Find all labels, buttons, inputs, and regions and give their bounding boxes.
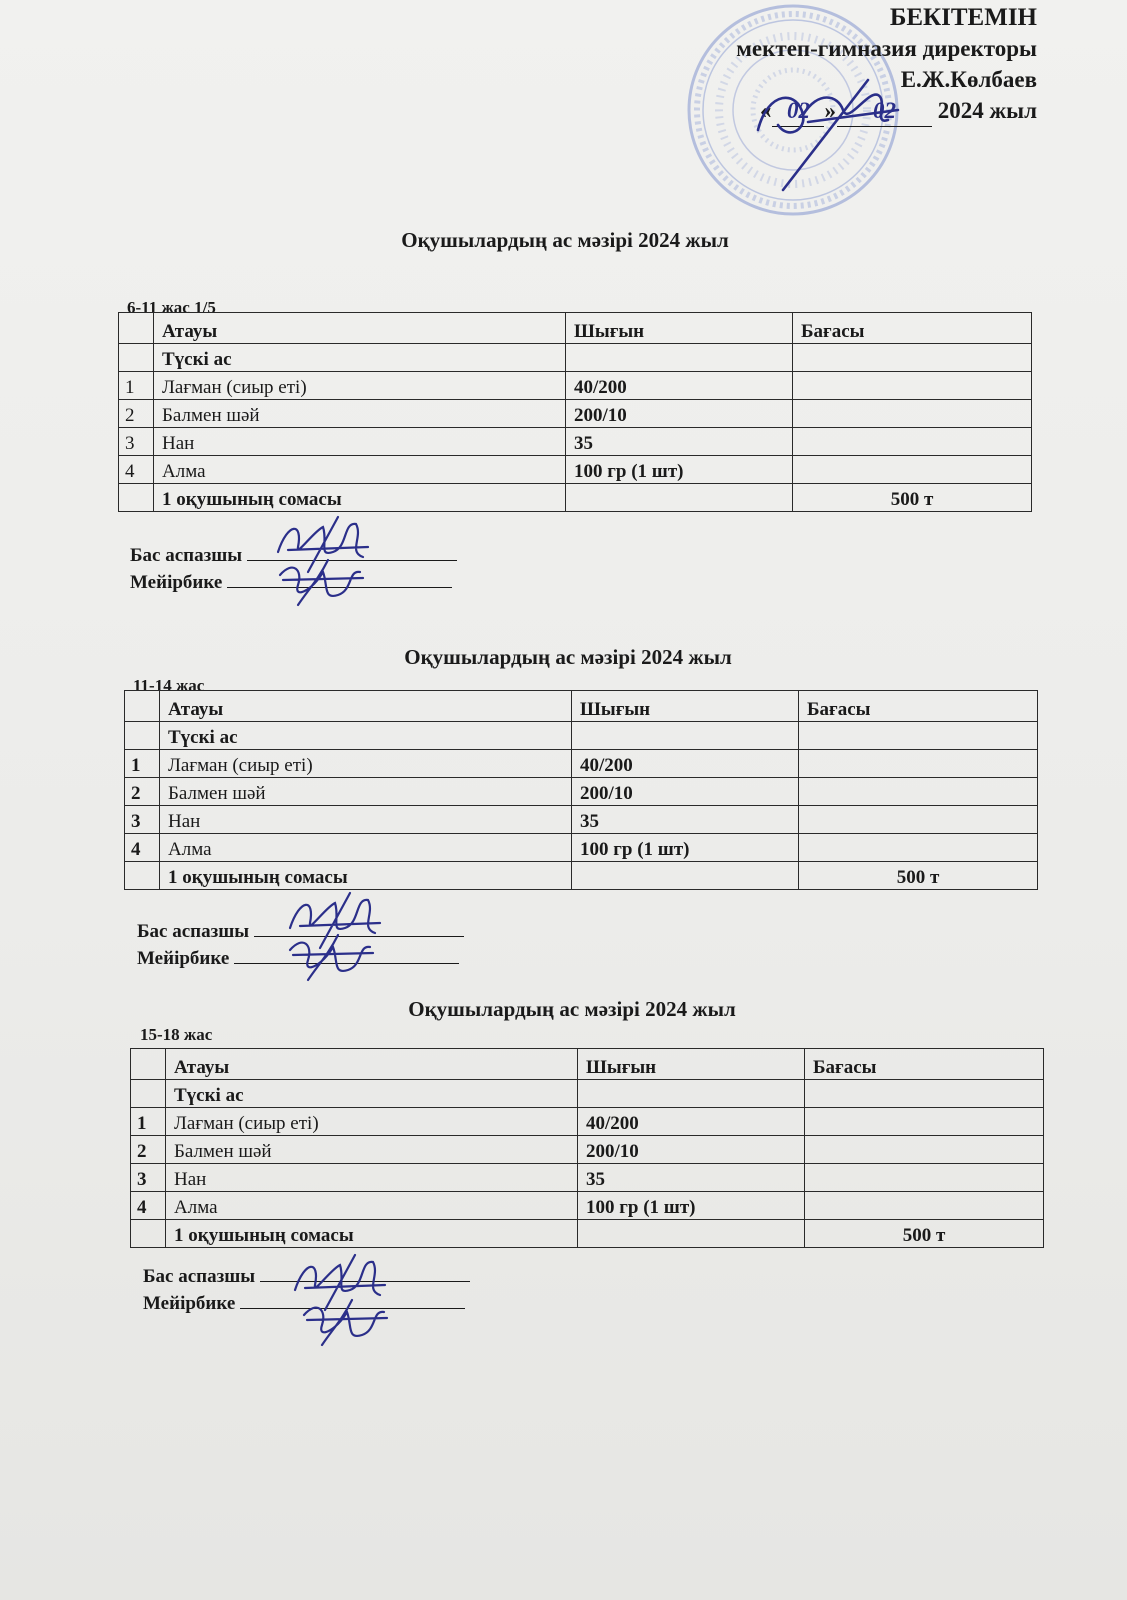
menu-1-age-group: 6-11 жас 1/5 xyxy=(127,298,216,317)
section-label: Түскі ас xyxy=(160,722,572,750)
table-header-row xyxy=(131,1049,1044,1080)
menu-3-age-group: 15-18 жас xyxy=(140,1025,213,1044)
total-label: 1 оқушының сомасы xyxy=(160,862,572,890)
table-total-row xyxy=(119,484,1032,512)
table-row: 1 Лағман (сиыр еті) 40/200 xyxy=(131,1108,1044,1136)
total-value: 500 т xyxy=(793,484,1032,512)
col-header-qty: Шығын xyxy=(566,313,793,344)
col-header-qty: Шығын xyxy=(578,1049,805,1080)
col-header-qty: Шығын xyxy=(572,691,799,722)
total-value: 500 т xyxy=(799,862,1038,890)
col-header-price: Бағасы xyxy=(793,313,1032,344)
col-header-name: Атауы xyxy=(154,313,566,344)
col-header-price: Бағасы xyxy=(805,1049,1044,1080)
nurse-signature xyxy=(268,550,378,620)
chef-label: Бас аспазшы xyxy=(130,545,243,566)
table-section-row xyxy=(119,344,1032,372)
table-row: 2 Балмен шәй 200/10 xyxy=(131,1136,1044,1164)
table-section-row xyxy=(125,722,1038,750)
table-header-row xyxy=(119,313,1032,344)
chef-label: Бас аспазшы xyxy=(143,1266,256,1287)
section-label: Түскі ас xyxy=(166,1080,578,1108)
menu-2-age-group: 11-14 жас xyxy=(133,676,205,695)
table-row: 4 Алма 100 гр (1 шт) xyxy=(119,456,1032,484)
table-row: 2 Балмен шәй 200/10 xyxy=(119,400,1032,428)
approval-date-day: 02 xyxy=(772,95,824,127)
approval-title: БЕКІТЕМІН xyxy=(889,4,1037,31)
nurse-signature xyxy=(278,925,388,995)
menu-2-title: Оқушылардың ас мәзірі 2024 жыл xyxy=(404,645,732,669)
col-header-price: Бағасы xyxy=(799,691,1038,722)
nurse-signature xyxy=(292,1290,402,1360)
menu-1-table xyxy=(118,312,1032,512)
total-label: 1 оқушының сомасы xyxy=(166,1220,578,1248)
table-row: 3 Нан 35 xyxy=(119,428,1032,456)
table-total-row xyxy=(131,1220,1044,1248)
approval-date: « 02 » 02 2024 жыл xyxy=(760,95,1037,127)
director-signature xyxy=(748,70,918,200)
nurse-label: Мейірбике xyxy=(137,948,230,969)
col-header-name: Атауы xyxy=(160,691,572,722)
chef-label: Бас аспазшы xyxy=(137,921,250,942)
section-label: Түскі ас xyxy=(154,344,566,372)
approval-director-name: Е.Ж.Көлбаев xyxy=(900,67,1037,92)
approval-date-year: 2024 жыл xyxy=(937,98,1037,123)
approval-position: мектеп-гимназия директоры xyxy=(736,36,1037,61)
table-row: 3 Нан 35 xyxy=(131,1164,1044,1192)
table-row: 1 Лағман (сиыр еті) 40/200 xyxy=(119,372,1032,400)
menu-1-title: Оқушылардың ас мәзірі 2024 жыл xyxy=(401,228,729,252)
nurse-label: Мейірбике xyxy=(143,1293,236,1314)
total-value: 500 т xyxy=(805,1220,1044,1248)
table-header-row xyxy=(125,691,1038,722)
table-row: 4 Алма 100 гр (1 шт) xyxy=(131,1192,1044,1220)
col-header-name: Атауы xyxy=(166,1049,578,1080)
approval-date-month: 02 xyxy=(837,95,932,127)
menu-3-title: Оқушылардың ас мәзірі 2024 жыл xyxy=(408,997,736,1021)
menu-3-table xyxy=(130,1048,1044,1248)
table-row: 1 Лағман (сиыр еті) 40/200 xyxy=(125,750,1038,778)
table-section-row xyxy=(131,1080,1044,1108)
table-row: 4 Алма 100 гр (1 шт) xyxy=(125,834,1038,862)
table-total-row xyxy=(125,862,1038,890)
total-label: 1 оқушының сомасы xyxy=(154,484,566,512)
menu-2-table xyxy=(124,690,1038,890)
nurse-label: Мейірбике xyxy=(130,572,223,593)
table-row: 3 Нан 35 xyxy=(125,806,1038,834)
table-row: 2 Балмен шәй 200/10 xyxy=(125,778,1038,806)
